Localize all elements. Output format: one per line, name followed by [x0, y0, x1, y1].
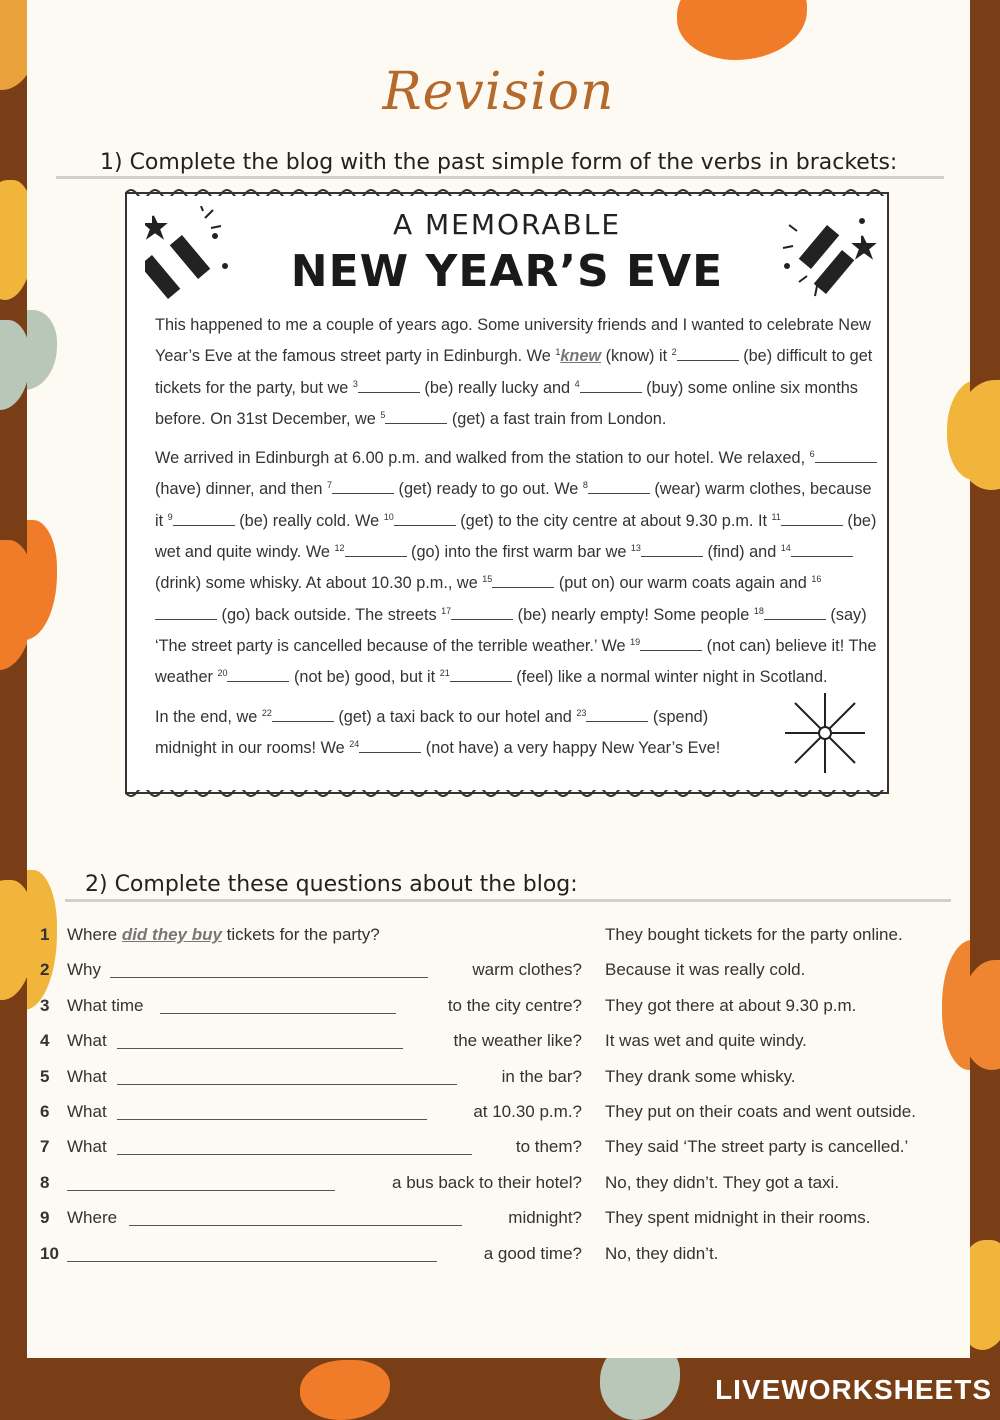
question-end: a good time? — [483, 1243, 582, 1263]
example-answer: did they buy — [121, 925, 222, 944]
blog-text — [155, 312, 877, 770]
question-number: 7 — [40, 1137, 50, 1157]
answer-text: They said ‘The street party is cancelled.’ — [605, 1137, 909, 1157]
instruction-1: 1) Complete the blog with the past simple form of the verbs in brackets: — [100, 150, 898, 175]
blog-paragraph-3: In the end, we $^{22}$ (get) a taxi back to our hotel and $^{23}$ (spend) midnight in our rooms! We $^{24}$ (not have) a very happy New Year’s Eve! — [155, 707, 721, 757]
answer-input-line[interactable] — [117, 1048, 403, 1049]
answer-text: Because it was really cold. — [605, 960, 806, 980]
answer-input-line[interactable] — [129, 1225, 462, 1226]
blank-17[interactable] — [451, 605, 513, 620]
question-start: What — [67, 1137, 107, 1157]
question-end: midnight? — [508, 1208, 582, 1228]
blank-22[interactable] — [272, 707, 334, 722]
blog-paragraph-1: This happened to me a couple of years ago. Some university friends and I wanted to celebrate New Year’s Eve at the famous street party in Edinburgh. We $^1$knew (know) it $^2$ (be) difficult to get tickets for the party, but we $^3$ (be) really lucky and $^4$ (buy) some online six months before. On 31st December, we $^5$ (get) a fast train from London. — [155, 316, 873, 428]
instruction-2: 2) Complete these questions about the blog: — [85, 872, 578, 897]
question-end: in the bar? — [501, 1066, 582, 1086]
blog-box — [125, 192, 889, 794]
question-row-2 — [37, 953, 962, 988]
leaf-decoration — [947, 380, 970, 480]
question-end: the weather like? — [453, 1031, 582, 1051]
blank-12[interactable] — [345, 542, 407, 557]
blank-16[interactable] — [155, 605, 217, 620]
questions-table — [37, 918, 962, 1272]
question-end: to the city centre? — [447, 995, 582, 1015]
answer-input-line[interactable] — [117, 1084, 457, 1085]
answer-input-line[interactable] — [110, 977, 428, 978]
blank-23[interactable] — [586, 707, 648, 722]
question-number: 4 — [40, 1031, 50, 1051]
question-number: 2 — [40, 960, 50, 980]
question-start: Where — [67, 1208, 118, 1228]
question-start: Where did they buy tickets for the party? — [67, 925, 380, 944]
question-row-6 — [37, 1095, 962, 1130]
blank-10[interactable] — [394, 511, 456, 526]
question-row-4 — [37, 1024, 962, 1059]
question-end: to them? — [515, 1137, 582, 1157]
question-start: Why — [67, 960, 101, 980]
question-number: 8 — [40, 1172, 50, 1192]
blank-9[interactable] — [173, 511, 235, 526]
blank-5[interactable] — [385, 409, 447, 424]
answer-text: No, they didn’t. They got a taxi. — [605, 1172, 840, 1192]
question-row-7 — [37, 1130, 962, 1165]
question-number: 1 — [40, 925, 50, 944]
leaf-decoration — [27, 310, 57, 390]
answer-input-line[interactable] — [67, 1190, 335, 1191]
divider — [56, 176, 944, 179]
question-start: What — [67, 1066, 107, 1086]
answer-text: It was wet and quite windy. — [605, 1031, 807, 1051]
blog-heading-small: A MEMORABLE — [392, 208, 622, 241]
blog-paragraph-2: We arrived in Edinburgh at 6.00 p.m. and walked from the station to our hotel. We relaxed, $^6$ (have) dinner, and then $^7$ (get) ready to go out. We $^8$ (wear) warm clothes, because it $^9$ (be) really cold. We $^{10}$ (get) to the city centre at about 9.30 p.m. It $^{11}$ (be) wet and quite windy. We $^{12}$ (go) into the first warm bar we $^{13}$ (find) and $^{14}$ (drink) some whisky. At about 10.30 p.m., we $^{15}$ (put on) our warm coats again and $^{16}$ (go) back outside. The streets $^{17}$ (be) nearly empty! Some people $^{18}$ (say) ‘The street party is cancelled because of the terrible weather.’ We $^{19}$ (not can) believe it! The weather $^{20}$ (not be) good, but it $^{21}$ (feel) like a normal winter night in Scotland. — [155, 449, 877, 687]
question-number: 6 — [40, 1101, 50, 1121]
question-start: What — [67, 1031, 107, 1051]
question-row-3 — [37, 989, 962, 1024]
blank-19[interactable] — [640, 636, 702, 651]
worksheet — [27, 0, 970, 1358]
blank-24[interactable] — [359, 738, 421, 753]
question-number: 10 — [40, 1243, 59, 1263]
divider — [65, 899, 951, 902]
leaf-decoration — [677, 0, 807, 60]
question-row-1 — [37, 918, 962, 953]
wavy-border — [125, 186, 889, 196]
blank-2[interactable] — [677, 346, 739, 361]
leaf-decoration — [27, 520, 57, 640]
blank-4[interactable] — [580, 378, 642, 393]
answer-input-line[interactable] — [67, 1261, 437, 1262]
example-answer: knew — [560, 347, 602, 366]
answer-input-line[interactable] — [160, 1013, 396, 1014]
answer-text: They spent midnight in their rooms. — [605, 1208, 871, 1228]
question-row-5 — [37, 1060, 962, 1095]
question-row-9 — [37, 1201, 962, 1236]
blank-18[interactable] — [764, 605, 826, 620]
answer-text: They bought tickets for the party online. — [605, 925, 903, 944]
blog-heading-large: NEW YEAR’S EVE — [290, 246, 724, 297]
answer-input-line[interactable] — [117, 1154, 472, 1155]
answer-text: They put on their coats and went outside. — [605, 1101, 916, 1121]
answer-text: They got there at about 9.30 p.m. — [605, 995, 857, 1015]
page-title: Revision — [382, 62, 615, 122]
answer-text: They drank some whisky. — [605, 1066, 796, 1086]
blank-21[interactable] — [450, 667, 512, 682]
blank-11[interactable] — [781, 511, 843, 526]
blank-15[interactable] — [492, 573, 554, 588]
question-number: 3 — [40, 995, 50, 1015]
blank-7[interactable] — [332, 479, 394, 494]
question-number: 9 — [40, 1208, 50, 1228]
question-end: at 10.30 p.m.? — [473, 1101, 582, 1121]
wavy-border — [125, 790, 889, 800]
blank-13[interactable] — [641, 542, 703, 557]
question-number: 5 — [40, 1066, 50, 1086]
leaf-decoration — [300, 1360, 390, 1420]
blank-6[interactable] — [815, 448, 877, 463]
question-start: What time — [67, 995, 144, 1015]
blank-3[interactable] — [358, 378, 420, 393]
question-end: a bus back to their hotel? — [392, 1172, 582, 1192]
question-start: What — [67, 1101, 107, 1121]
liveworksheets-logo: LIVEWORKSHEETS — [715, 1374, 992, 1405]
blank-8[interactable] — [588, 479, 650, 494]
answer-text: No, they didn’t. — [605, 1243, 719, 1263]
question-end: warm clothes? — [472, 960, 582, 980]
question-row-10 — [37, 1237, 962, 1272]
question-row-8 — [37, 1166, 962, 1201]
blank-14[interactable] — [791, 542, 853, 557]
leaf-decoration — [0, 320, 30, 410]
answer-input-line[interactable] — [117, 1119, 427, 1120]
blank-20[interactable] — [227, 667, 289, 682]
